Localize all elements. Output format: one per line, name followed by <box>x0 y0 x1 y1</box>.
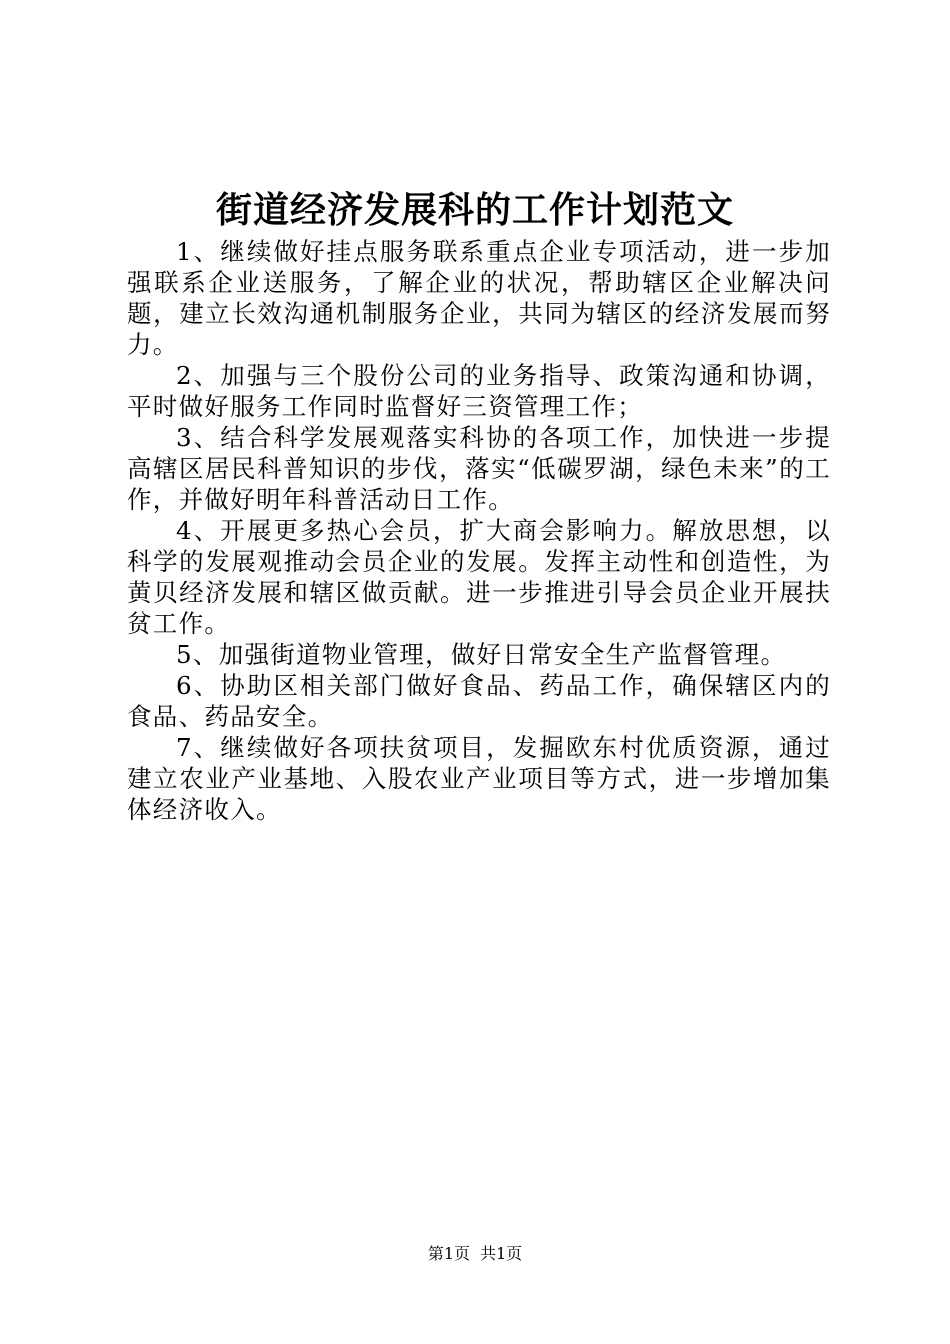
page-number-current: 第1页 <box>427 1244 470 1263</box>
paragraph-5: 5、加强街道物业管理，做好日常安全生产监督管理。 <box>176 640 787 669</box>
document-body <box>127 236 831 825</box>
paragraph-7: 7、继续做好各项扶贫项目，发掘欧东村优质资源，通过建立农业产业基地、入股农业产业项目等方式，进一步增加集体经济收入。 <box>127 733 831 824</box>
page-number-total: 共1页 <box>480 1244 523 1263</box>
paragraph-2: 2、加强与三个股份公司的业务指导、政策沟通和协调，平时做好服务工作同时监督好三资管理工作； <box>127 361 831 421</box>
paragraph-6: 6、协助区相关部门做好食品、药品工作，确保辖区内的食品、药品安全。 <box>127 671 831 731</box>
paragraph-3: 3、结合科学发展观落实科协的各项工作，加快进一步提高辖区居民科普知识的步伐，落实“低碳罗湖，绿色未来”的工作，并做好明年科普活动日工作。 <box>127 423 831 514</box>
paragraph-1: 1、继续做好挂点服务联系重点企业专项活动，进一步加强联系企业送服务，了解企业的状况，帮助辖区企业解决问题，建立长效沟通机制服务企业，共同为辖区的经济发展而努力。 <box>127 237 831 359</box>
paragraph-4: 4、开展更多热心会员，扩大商会影响力。解放思想，以科学的发展观推动会员企业的发展。发挥主动性和创造性，为黄贝经济发展和辖区做贡献。进一步推进引导会员企业开展扶贫工作。 <box>127 516 831 638</box>
document-title: 街道经济发展科的工作计划范文 <box>215 189 734 231</box>
page-footer <box>0 1243 950 1265</box>
